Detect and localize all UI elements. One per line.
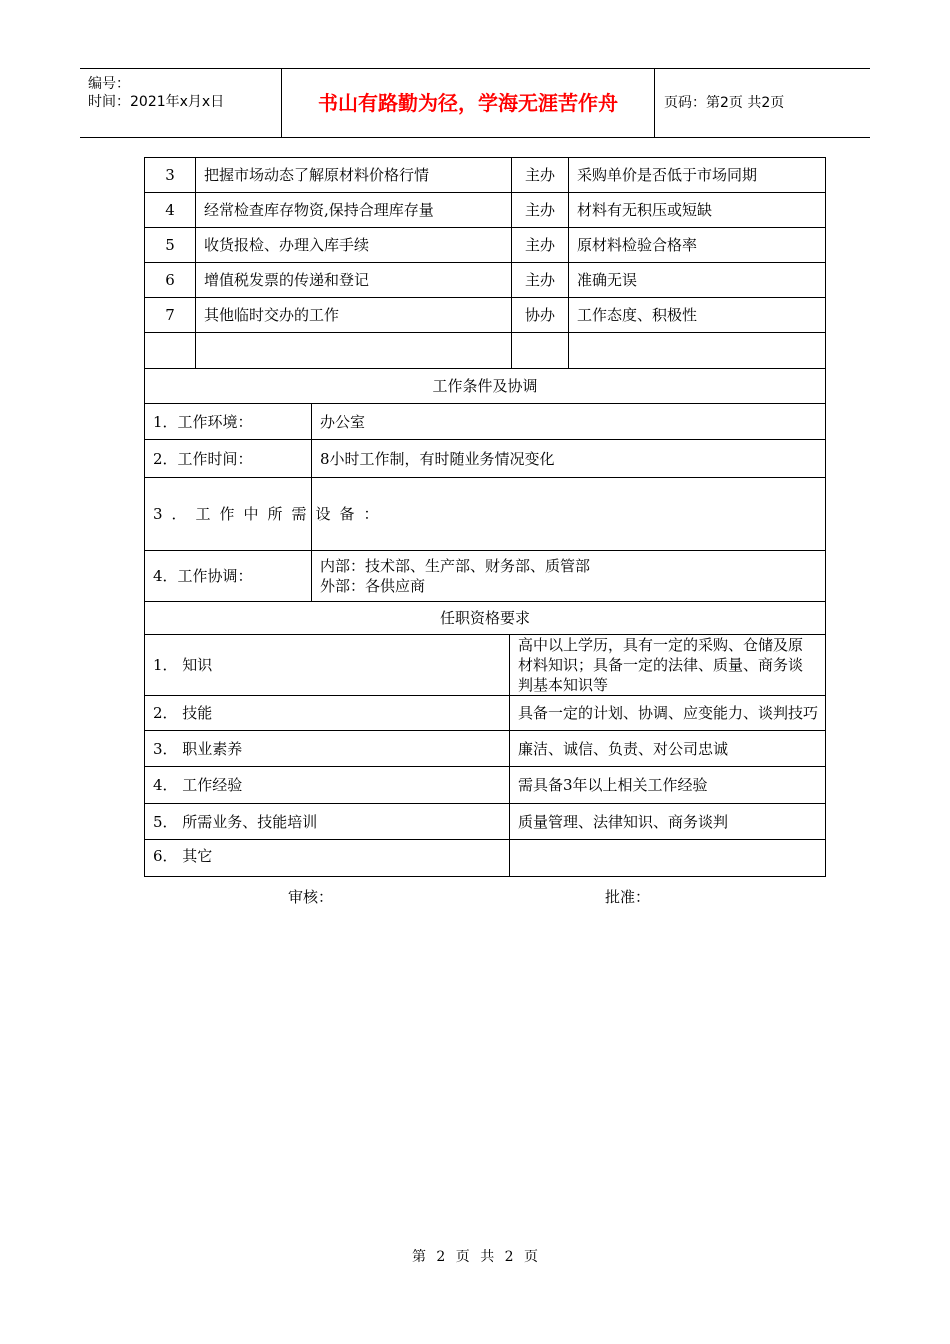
table-row — [145, 767, 826, 804]
coordination-internal: 内部：技术部、生产部、财务部、质管部 — [320, 557, 591, 575]
table-row — [145, 696, 826, 731]
table-row — [145, 404, 826, 440]
empty-cell — [512, 333, 569, 369]
work-hours-label: 2．工作时间： — [145, 440, 312, 478]
table-row — [145, 551, 826, 602]
duty-number: 7 — [145, 298, 196, 333]
coordination-external: 外部：各供应商 — [320, 577, 426, 595]
duty-task: 增值税发票的传递和登记 — [196, 263, 512, 298]
work-coordination-label: 4．工作协调： — [145, 551, 312, 602]
section-header-row — [145, 369, 826, 404]
duty-task: 经常检查库存物资,保持合理库存量 — [196, 193, 512, 228]
qualification-label: 6． 其它 — [145, 840, 510, 877]
work-equipment-label: 3．工作中所需设备： — [145, 478, 312, 551]
qualification-value: 廉洁、诚信、负责、对公司忠诚 — [510, 731, 826, 767]
duty-task: 把握市场动态了解原材料价格行情 — [196, 158, 512, 193]
work-conditions-title: 工作条件及协调 — [145, 369, 826, 404]
page-footer: 第 2 页 共 2 页 — [411, 1249, 539, 1265]
work-environment-value: 办公室 — [312, 404, 826, 440]
table-row — [145, 804, 826, 840]
page-header — [80, 68, 870, 138]
table-row — [145, 440, 826, 478]
table-row — [145, 478, 826, 551]
duty-standard: 材料有无积压或短缺 — [569, 193, 826, 228]
document-number-label: 编号： — [88, 76, 130, 92]
duty-standard: 采购单价是否低于市场同期 — [569, 158, 826, 193]
duty-role: 主办 — [512, 263, 569, 298]
qualification-label: 4． 工作经验 — [145, 767, 510, 804]
duty-standard: 准确无误 — [569, 263, 826, 298]
empty-cell — [145, 333, 196, 369]
duty-task: 收货报检、办理入库手续 — [196, 228, 512, 263]
table-row — [145, 298, 826, 333]
qualification-value: 需具备3年以上相关工作经验 — [510, 767, 826, 804]
table-row — [145, 635, 826, 696]
duty-role: 主办 — [512, 228, 569, 263]
empty-cell — [196, 333, 512, 369]
duty-role: 主办 — [512, 158, 569, 193]
duty-role: 主办 — [512, 193, 569, 228]
header-page-number: 页码：第2页 共2页 — [664, 95, 785, 111]
duty-number: 5 — [145, 228, 196, 263]
work-equipment-value — [312, 478, 826, 551]
work-coordination-value — [312, 551, 826, 602]
duty-task: 其他临时交办的工作 — [196, 298, 512, 333]
table-row — [145, 158, 826, 193]
qualification-value: 具备一定的计划、协调、应变能力、谈判技巧 — [510, 696, 826, 731]
header-motto: 书山有路勤为径，学海无涯苦作舟 — [318, 91, 618, 115]
document-date-label: 时间：2021年x月x日 — [88, 94, 225, 110]
qualification-value — [510, 840, 826, 877]
empty-cell — [569, 333, 826, 369]
table-row-empty — [145, 333, 826, 369]
table-row — [145, 263, 826, 298]
work-hours-value: 8小时工作制，有时随业务情况变化 — [312, 440, 826, 478]
table-row — [145, 228, 826, 263]
section-header-row — [145, 602, 826, 635]
qualification-value: 质量管理、法律知识、商务谈判 — [510, 804, 826, 840]
duty-role: 协办 — [512, 298, 569, 333]
review-signature-label: 审核： — [288, 888, 334, 906]
header-divider — [654, 69, 655, 137]
qualification-label: 5． 所需业务、技能培训 — [145, 804, 510, 840]
qualification-value: 高中以上学历，具有一定的采购、仓储及原材料知识；具备一定的法律、质量、商务谈判基本知识等 — [510, 635, 826, 696]
work-environment-label: 1．工作环境： — [145, 404, 312, 440]
duty-number: 3 — [145, 158, 196, 193]
qualification-label: 2． 技能 — [145, 696, 510, 731]
table-row — [145, 731, 826, 767]
qualification-label: 3． 职业素养 — [145, 731, 510, 767]
duty-standard: 工作态度、积极性 — [569, 298, 826, 333]
approve-signature-label: 批准： — [605, 888, 651, 906]
qualifications-title: 任职资格要求 — [145, 602, 826, 635]
duty-standard: 原材料检验合格率 — [569, 228, 826, 263]
job-description-table — [144, 157, 826, 877]
table-row — [145, 193, 826, 228]
header-meta — [80, 69, 280, 137]
duty-number: 4 — [145, 193, 196, 228]
qualification-label: 1． 知识 — [145, 635, 510, 696]
duty-number: 6 — [145, 263, 196, 298]
table-row — [145, 840, 826, 877]
